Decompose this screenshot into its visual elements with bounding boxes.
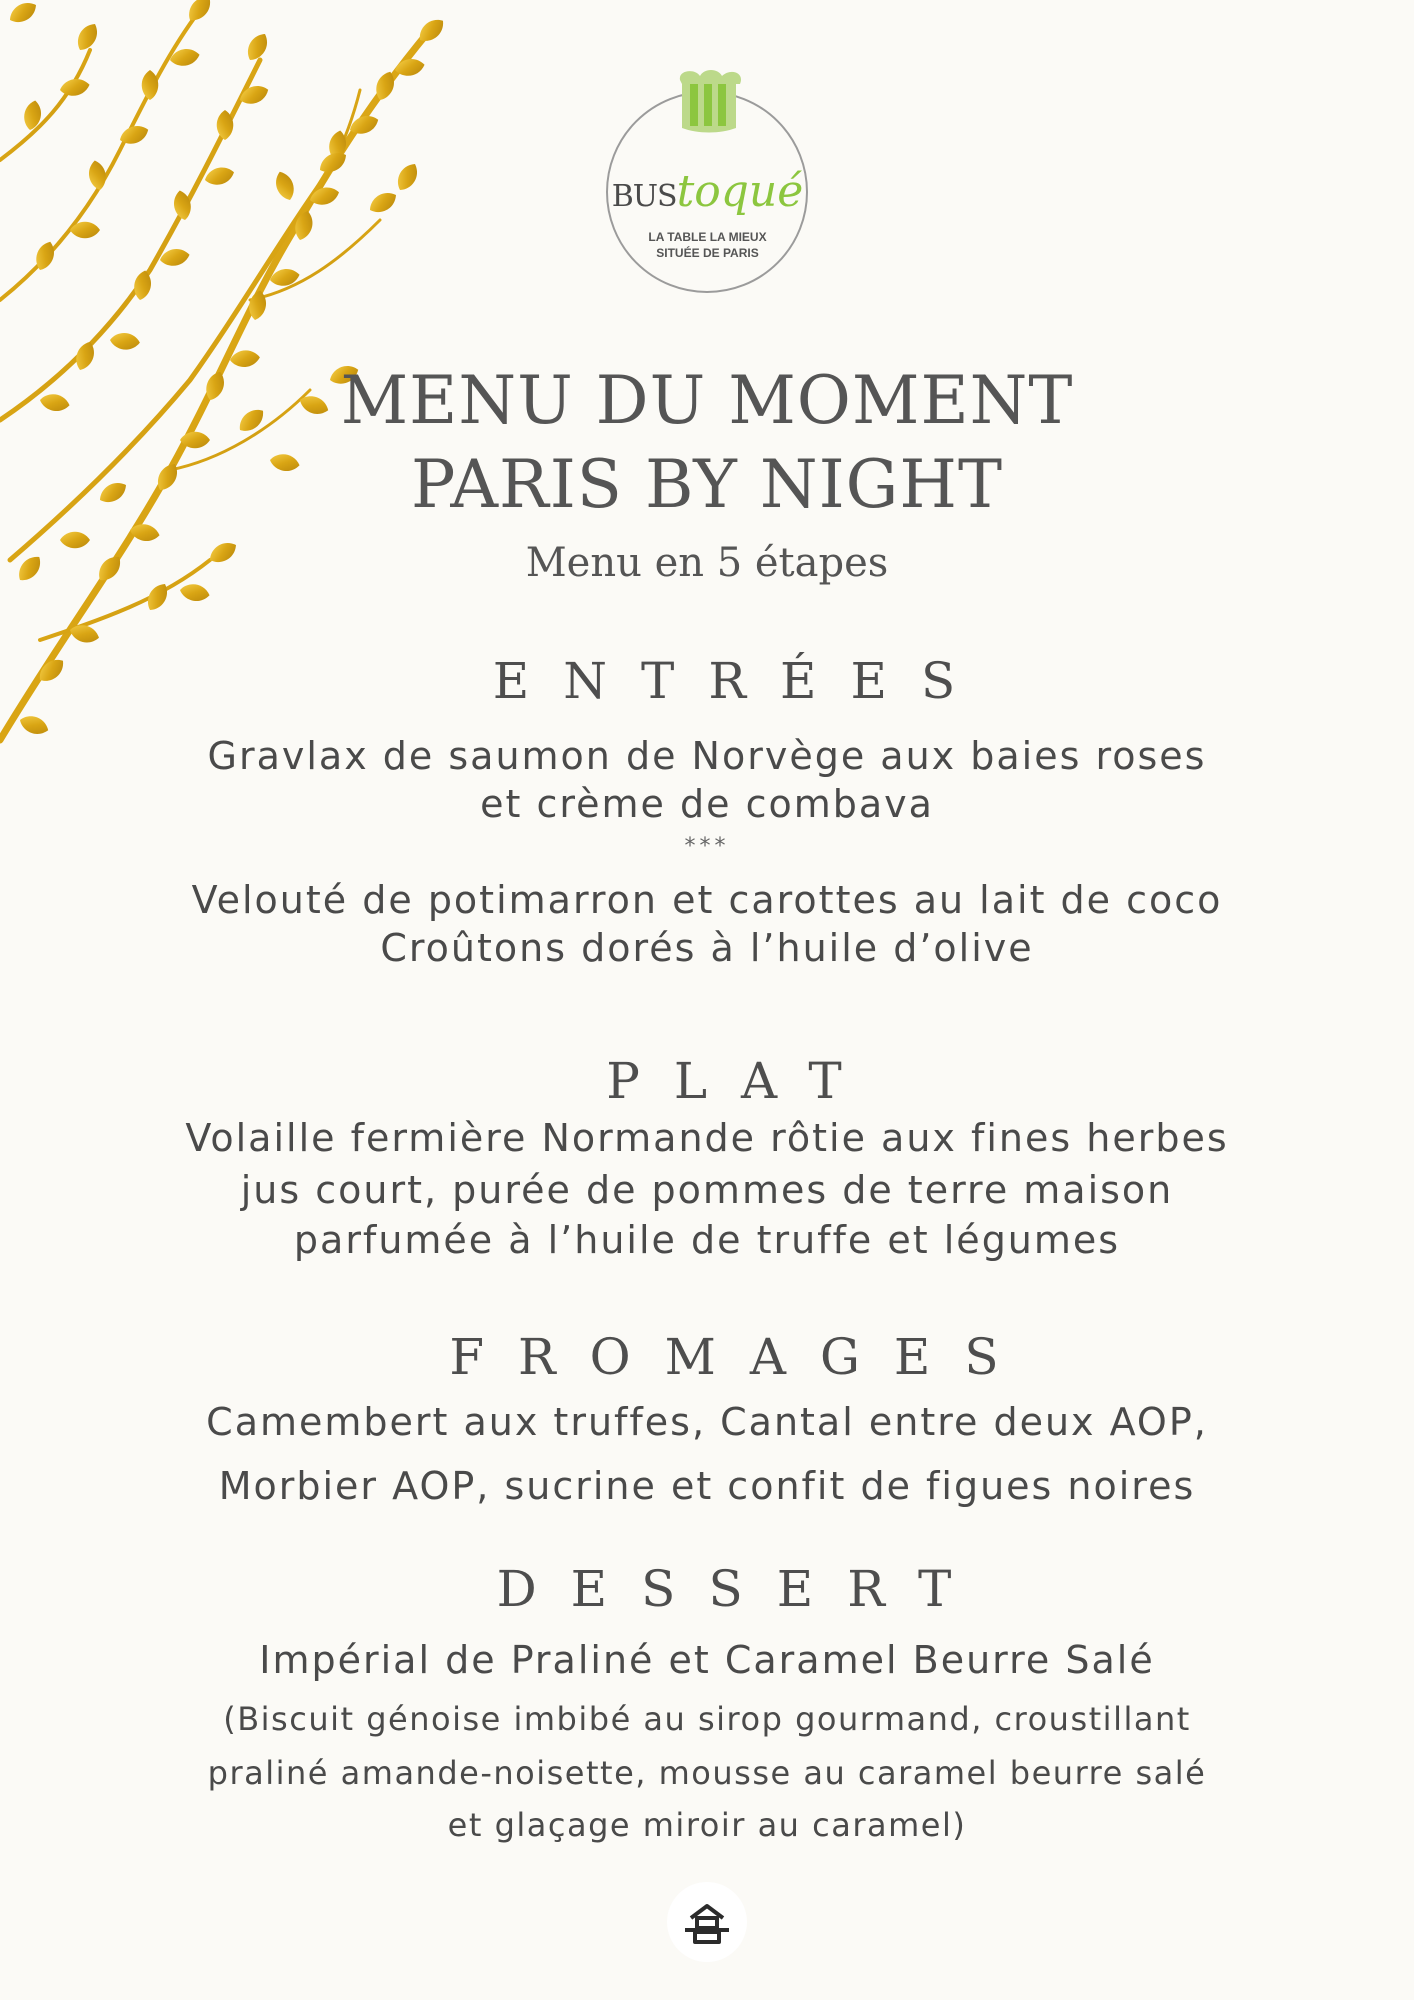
entree-1-line-1: Gravlax de saumon de Norvège aux baies roses	[207, 734, 1207, 778]
fromages-line-1: Camembert aux truffes, Cantal entre deux AOP,	[206, 1400, 1208, 1444]
dessert-line-3: praliné amande-noisette, mousse au caramel beurre salé	[207, 1754, 1207, 1792]
logo-tagline-1: LA TABLE LA MIEUX	[648, 230, 767, 244]
plat-line-2: jus court, purée de pommes de terre maison	[240, 1168, 1174, 1212]
chef-hat-icon	[680, 70, 741, 133]
dessert-line-4: et glaçage miroir au caramel)	[447, 1806, 967, 1844]
entree-2-line-2: Croûtons dorés à l’huile d’olive	[380, 926, 1034, 970]
title-line-2: PARIS BY NIGHT	[411, 446, 1003, 523]
title-line-1: MENU DU MOMENT	[340, 362, 1074, 439]
section-title-entrees: ENTRÉES	[492, 652, 990, 710]
dessert-line-2: (Biscuit génoise imbibé au sirop gourmand, croustillant	[223, 1700, 1191, 1738]
entree-1-line-2: et crème de combava	[480, 782, 934, 826]
menu-subtitle: Menu en 5 étapes	[525, 540, 889, 586]
plat-line-1: Volaille fermière Normande rôtie aux fines herbes	[185, 1116, 1229, 1160]
section-title-dessert: DESSERT	[496, 1560, 986, 1618]
logo-brand-right: toqué	[676, 166, 804, 217]
footer-badge	[667, 1882, 747, 1962]
plat-line-3: parfumée à l’huile de truffe et légumes	[293, 1218, 1121, 1262]
logo-brand-left: BUS	[611, 179, 677, 214]
entree-separator: ***	[684, 834, 730, 859]
house-icon	[667, 1882, 747, 1962]
section-title-fromages: FROMAGES	[449, 1328, 1033, 1386]
entree-2-line-1: Velouté de potimarron et carottes au lait de coco	[191, 878, 1223, 922]
logo-tagline-2: SITUÉE DE PARIS	[656, 246, 759, 260]
bustoque-logo	[600, 70, 815, 300]
dessert-line-1: Impérial de Praliné et Caramel Beurre Salé	[259, 1638, 1155, 1682]
fromages-line-2: Morbier AOP, sucrine et confit de figues noires	[218, 1464, 1196, 1508]
section-title-plat: PLAT	[606, 1052, 876, 1110]
